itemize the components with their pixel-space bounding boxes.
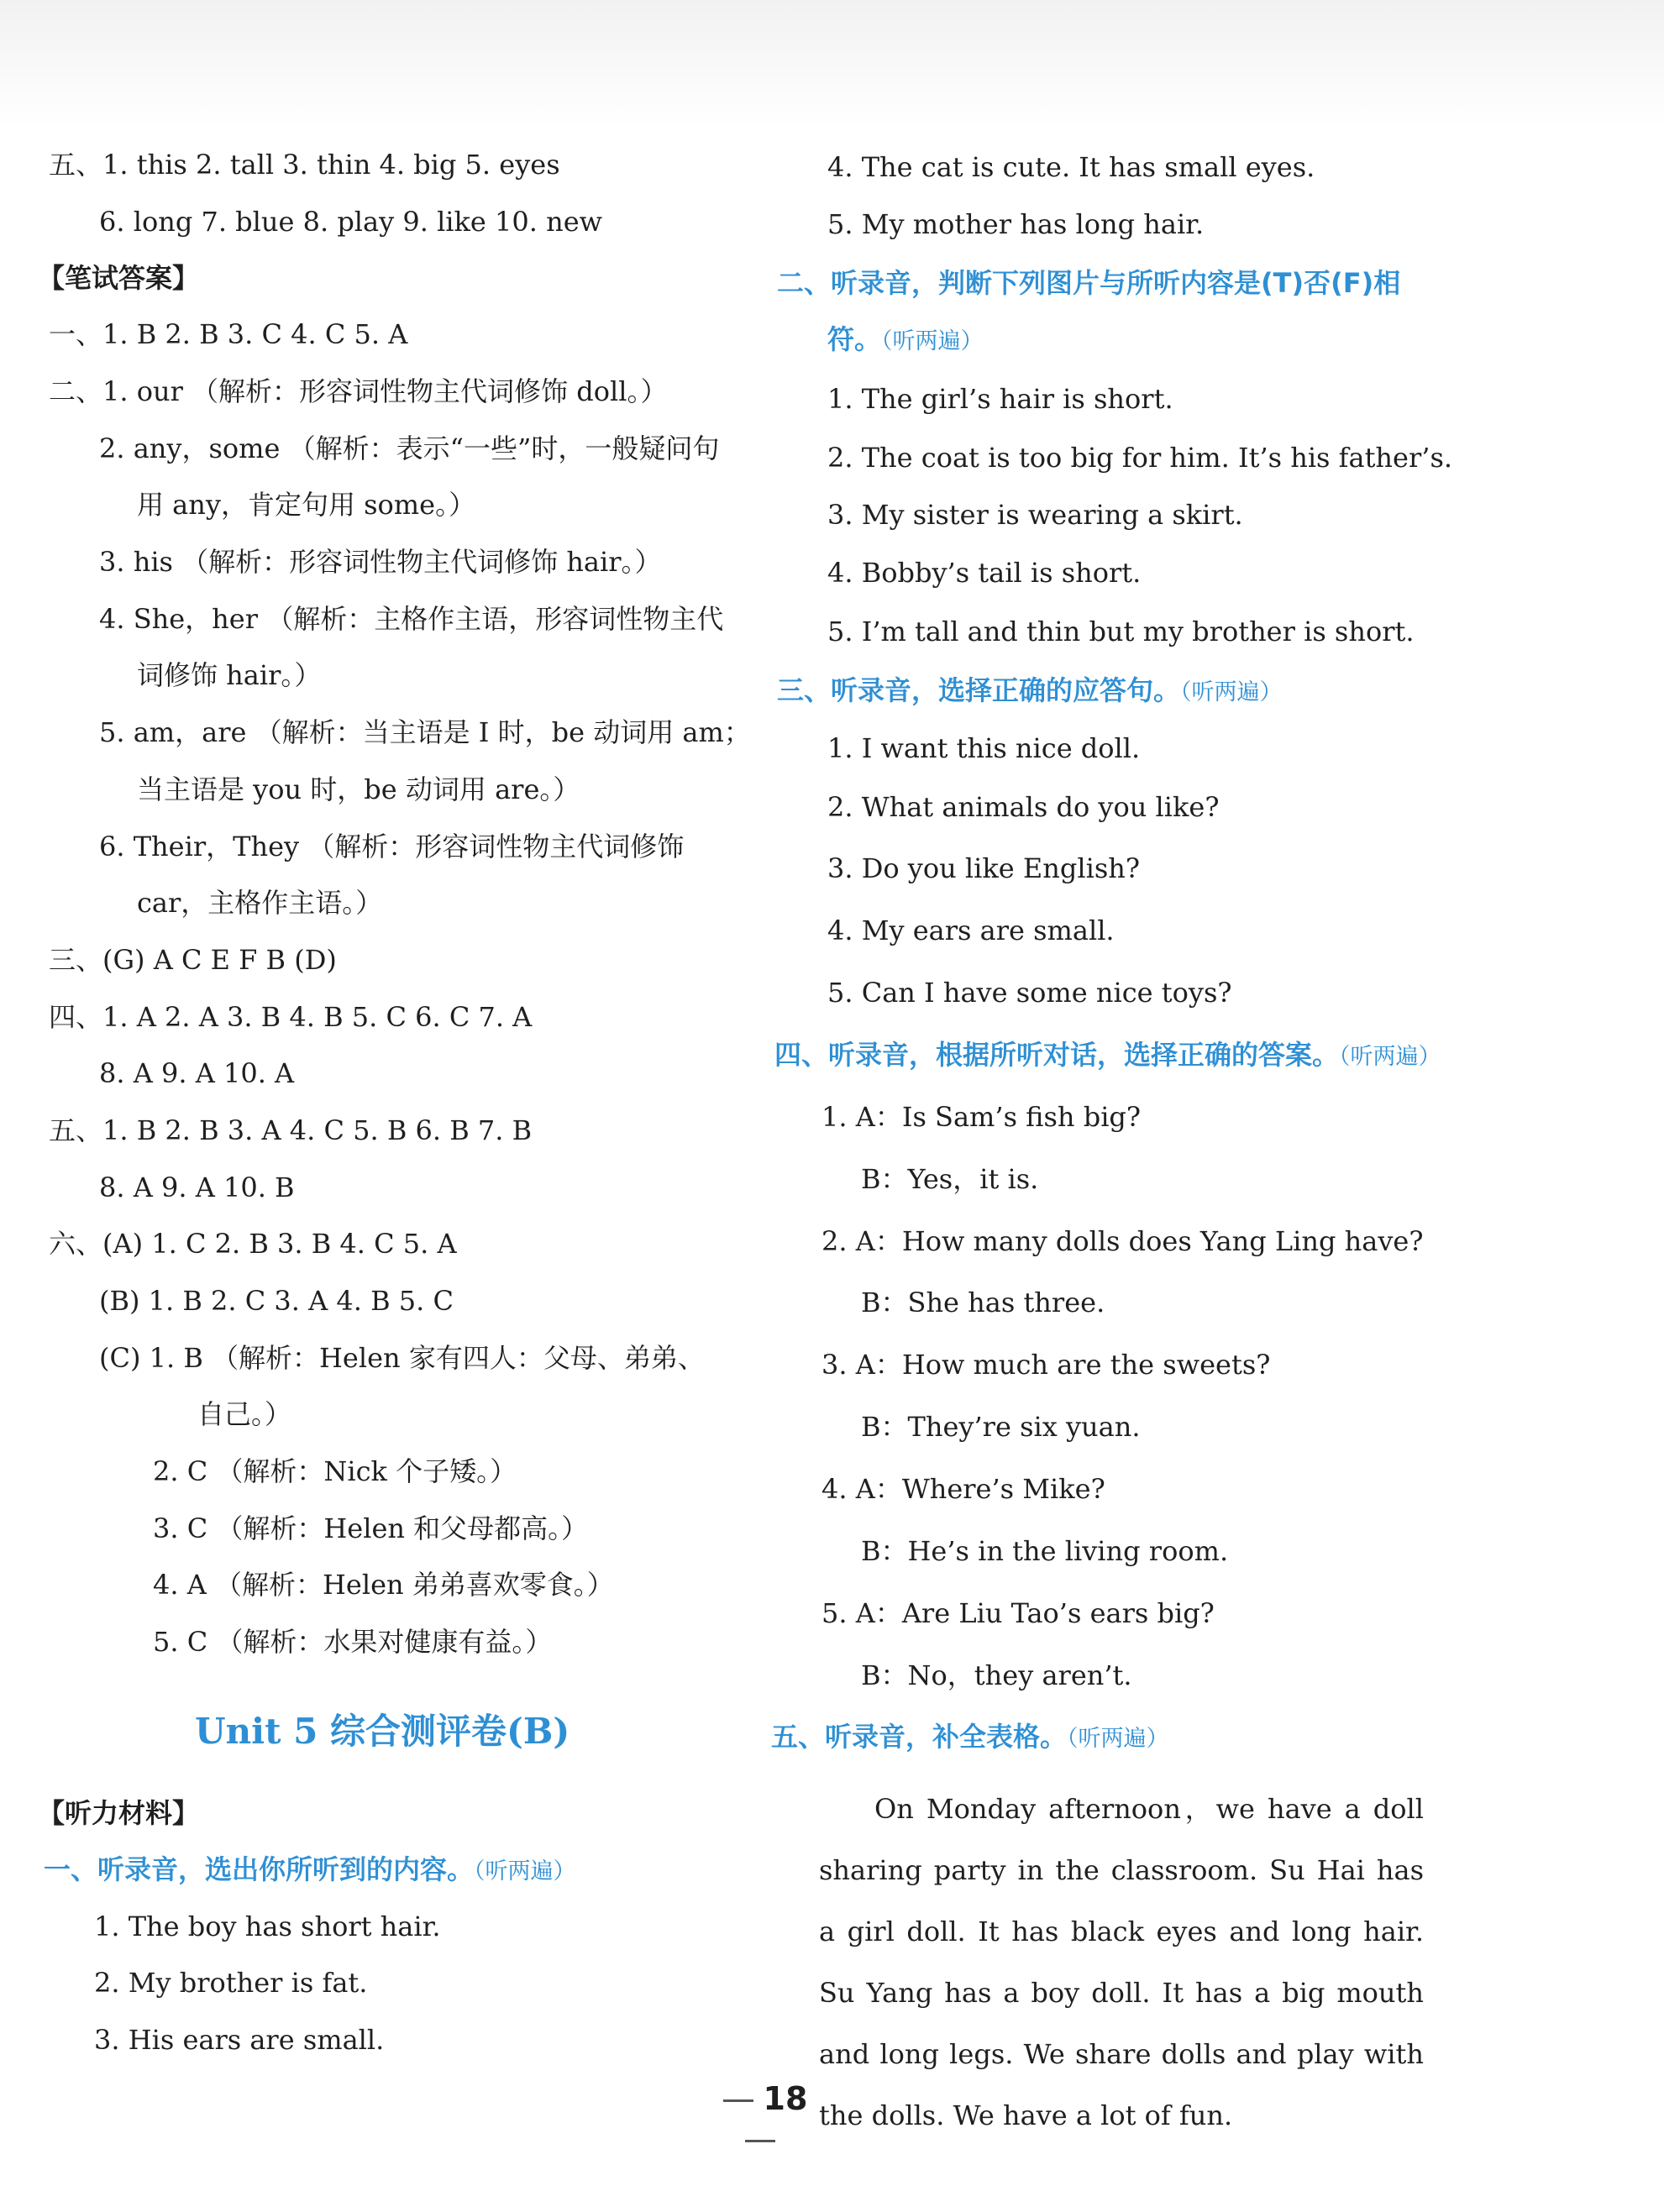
section-heading: 五、听录音，补全表格。（听两遍） xyxy=(771,1721,1169,1753)
scan-top-shade xyxy=(0,0,1664,126)
dialogue-line: B：He’s in the living room. xyxy=(861,1535,1229,1567)
answer-line: 3. his （解析：形容词性物主代词修饰 hair。） xyxy=(99,546,662,578)
answer-line: 6. Their，They （解析：形容词性物主代词修饰 xyxy=(99,831,685,862)
listening-line: 4. Bobby’s tail is short. xyxy=(827,557,1142,589)
listening-header: 【听力材料】 xyxy=(38,1797,200,1829)
dialogue-line: 3. A：How much are the sweets? xyxy=(822,1349,1271,1381)
listening-line: 1. The boy has short hair. xyxy=(94,1911,441,1942)
answer-line: 2. any，some （解析：表示“一些”时，一般疑问句 xyxy=(99,432,720,464)
dialogue-line: B：They’re six yuan. xyxy=(861,1411,1141,1443)
answer-line: 8. A 9. A 10. A xyxy=(99,1057,295,1089)
answer-line: 五、1. this 2. tall 3. thin 4. big 5. eyes xyxy=(49,149,560,181)
answer-line: 4. She，her （解析：主格作主语，形容词性物主代 xyxy=(99,603,724,635)
dialogue-line: B：Yes，it is. xyxy=(861,1163,1039,1195)
listening-line: 3. My sister is wearing a skirt. xyxy=(827,499,1243,531)
section-heading: 符。（听两遍） xyxy=(827,323,984,355)
section-heading: 四、听录音，根据所听对话，选择正确的答案。（听两遍） xyxy=(774,1039,1441,1071)
listening-line: 5. I’m tall and thin but my brother is short. xyxy=(827,616,1415,647)
dialogue-line: 2. A：How many dolls does Yang Ling have? xyxy=(822,1225,1424,1257)
answer-line: 8. A 9. A 10. B xyxy=(99,1172,295,1203)
listening-paragraph: On Monday afternoon，we have a doll sharing party in the classroom. Su Hai has a girl doll. It has black eyes and long hair. Su Yang has a boy doll. It has a big mouth and long legs. We share dolls and play with the dolls. We have a lot of fun. xyxy=(819,1793,1424,2131)
listening-line: 2. My brother is fat. xyxy=(94,1967,368,1999)
listening-line: 1. The girl’s hair is short. xyxy=(827,383,1173,415)
answer-line: 6. long 7. blue 8. play 9. like 10. new xyxy=(99,206,603,238)
listening-line: 3. His ears are small. xyxy=(94,2024,385,2056)
answer-line: 一、1. B 2. B 3. C 4. C 5. A xyxy=(49,318,408,350)
unit-title: Unit 5 综合测评卷(B) xyxy=(195,1711,570,1752)
answer-line: 五、1. B 2. B 3. A 4. C 5. B 6. B 7. B xyxy=(49,1114,533,1146)
page-number: 18 xyxy=(693,2078,827,2159)
listening-line: 2. What animals do you like? xyxy=(827,791,1220,823)
dash-left xyxy=(723,2099,753,2102)
answer-line: 二、1. our （解析：形容词性物主代词修饰 doll。） xyxy=(49,375,668,407)
dialogue-line: B：She has three. xyxy=(861,1287,1105,1318)
listening-line: 5. My mother has long hair. xyxy=(827,208,1205,240)
answer-line: 用 any，肯定句用 some。） xyxy=(137,489,476,521)
listening-line: 5. Can I have some nice toys? xyxy=(827,977,1232,1009)
listening-line: 4. The cat is cute. It has small eyes. xyxy=(827,151,1315,183)
answer-line: 5. am，are （解析：当主语是 I 时，be 动词用 am； xyxy=(99,716,751,748)
answer-line: 5. C （解析：水果对健康有益。） xyxy=(153,1626,553,1658)
written-answers-header: 【笔试答案】 xyxy=(38,262,200,294)
answer-line: car，主格作主语。） xyxy=(137,887,383,919)
answer-line: (B) 1. B 2. C 3. A 4. B 5. C xyxy=(99,1285,454,1317)
listening-line: 2. The coat is too big for him. It’s his father’s. xyxy=(827,442,1453,474)
answer-line: 2. C （解析：Nick 个子矮。） xyxy=(153,1455,517,1487)
dialogue-line: B：No，they aren’t. xyxy=(861,1659,1132,1691)
dialogue-line: 4. A：Where’s Mike? xyxy=(822,1473,1105,1505)
answer-line: 六、(A) 1. C 2. B 3. B 4. C 5. A xyxy=(49,1228,457,1260)
answer-line: 三、(G) A C E F B (D) xyxy=(49,944,337,976)
answer-line: (C) 1. B （解析：Helen 家有四人：父母、弟弟、 xyxy=(99,1342,705,1374)
section-heading: 一、听录音，选出你所听到的内容。（听两遍） xyxy=(44,1853,576,1885)
listening-line: 4. My ears are small. xyxy=(827,915,1115,946)
answer-line: 四、1. A 2. A 3. B 4. B 5. C 6. C 7. A xyxy=(49,1001,533,1033)
listening-line: 1. I want this nice doll. xyxy=(827,732,1141,764)
section-heading: 三、听录音，选择正确的应答句。（听两遍） xyxy=(777,674,1283,706)
section-heading: 二、听录音，判断下列图片与所听内容是(T)否(F)相 xyxy=(777,267,1401,299)
dialogue-line: 5. A：Are Liu Tao’s ears big? xyxy=(822,1597,1215,1629)
dialogue-line: 1. A：Is Sam’s fish big? xyxy=(822,1101,1142,1133)
answer-line: 当主语是 you 时，be 动词用 are。） xyxy=(137,773,580,805)
answer-line: 3. C （解析：Helen 和父母都高。） xyxy=(153,1512,589,1544)
answer-line: 自己。） xyxy=(197,1398,292,1430)
answer-line: 词修饰 hair。） xyxy=(137,659,322,691)
listening-line: 3. Do you like English? xyxy=(827,852,1140,884)
answer-line: 4. A （解析：Helen 弟弟喜欢零食。） xyxy=(153,1569,614,1601)
dash-right xyxy=(745,2140,775,2142)
